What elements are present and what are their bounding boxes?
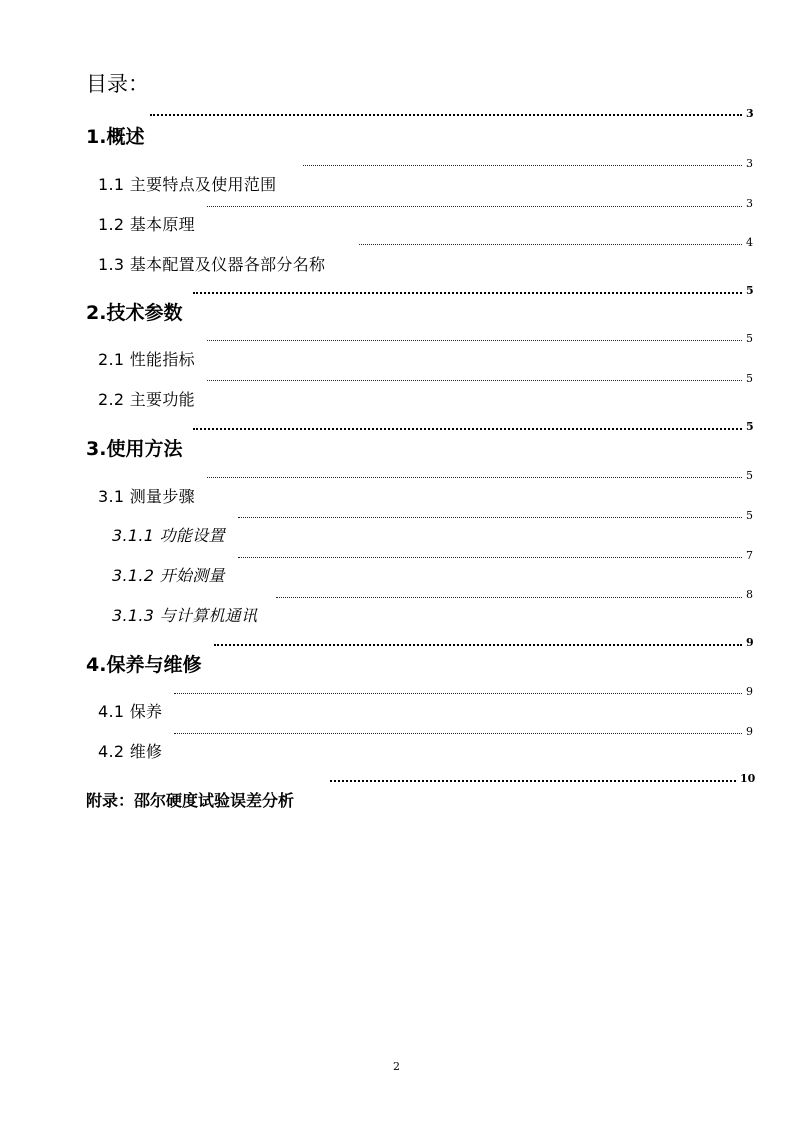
toc-entry-level1[interactable]: 1.概述 [86, 126, 145, 148]
toc-leader [276, 597, 742, 598]
toc-leader [207, 380, 742, 381]
toc-page-number: 5 [746, 332, 753, 345]
toc-page-number: 10 [740, 772, 756, 785]
toc-leader [193, 292, 742, 294]
toc-leader [207, 477, 742, 478]
toc-page-number: 3 [746, 197, 753, 210]
toc-page-number: 5 [746, 420, 754, 433]
toc-page-number: 5 [746, 284, 754, 297]
toc-page-number: 3 [746, 107, 754, 120]
toc-page-number: 5 [746, 509, 753, 522]
toc-entry-level1[interactable]: 2.技术参数 [86, 302, 183, 324]
page-number: 2 [393, 1060, 400, 1073]
toc-page-number: 9 [746, 725, 753, 738]
toc-entry-level2[interactable]: 1.2 基本原理 [98, 215, 195, 234]
toc-leader [174, 693, 742, 694]
toc-entry-level2[interactable]: 1.1 主要特点及使用范围 [98, 175, 277, 194]
toc-leader [238, 557, 742, 558]
toc-page-number: 7 [746, 549, 753, 562]
toc-page-number: 5 [746, 469, 753, 482]
toc-page-number: 3 [746, 157, 753, 170]
toc-entry-appendix[interactable]: 附录：邵尔硬度试验误差分析 [86, 791, 295, 810]
toc-entry-level3[interactable]: 3.1.2 开始测量 [112, 566, 225, 585]
toc-entry-level2[interactable]: 4.2 维修 [98, 742, 163, 761]
toc-entry-level2[interactable]: 3.1 测量步骤 [98, 487, 195, 506]
toc-leader [303, 165, 742, 166]
toc-leader [330, 780, 736, 782]
toc-page-number: 9 [746, 636, 754, 649]
toc-leader [359, 244, 742, 245]
toc-leader [150, 114, 742, 116]
toc-page-number: 5 [746, 372, 753, 385]
toc-entry-level2[interactable]: 1.3 基本配置及仪器各部分名称 [98, 255, 326, 274]
toc-entry-level1[interactable]: 4.保养与维修 [86, 654, 202, 676]
toc-entry-level1[interactable]: 3.使用方法 [86, 438, 183, 460]
toc-leader [238, 517, 742, 518]
toc-entry-level2[interactable]: 4.1 保养 [98, 702, 163, 721]
toc-entry-level3[interactable]: 3.1.3 与计算机通讯 [112, 606, 258, 625]
toc-leader [193, 428, 742, 430]
toc-entry-level2[interactable]: 2.1 性能指标 [98, 350, 195, 369]
toc-leader [214, 644, 742, 646]
toc-entry-level2[interactable]: 2.2 主要功能 [98, 390, 195, 409]
toc-page-number: 8 [746, 588, 753, 601]
toc-leader [207, 206, 742, 207]
toc-entry-level3[interactable]: 3.1.1 功能设置 [112, 526, 225, 545]
toc-title: 目录： [86, 72, 149, 96]
toc-leader [207, 340, 742, 341]
toc-page-number: 9 [746, 685, 753, 698]
toc-page-number: 4 [746, 236, 753, 249]
toc-leader [174, 733, 742, 734]
